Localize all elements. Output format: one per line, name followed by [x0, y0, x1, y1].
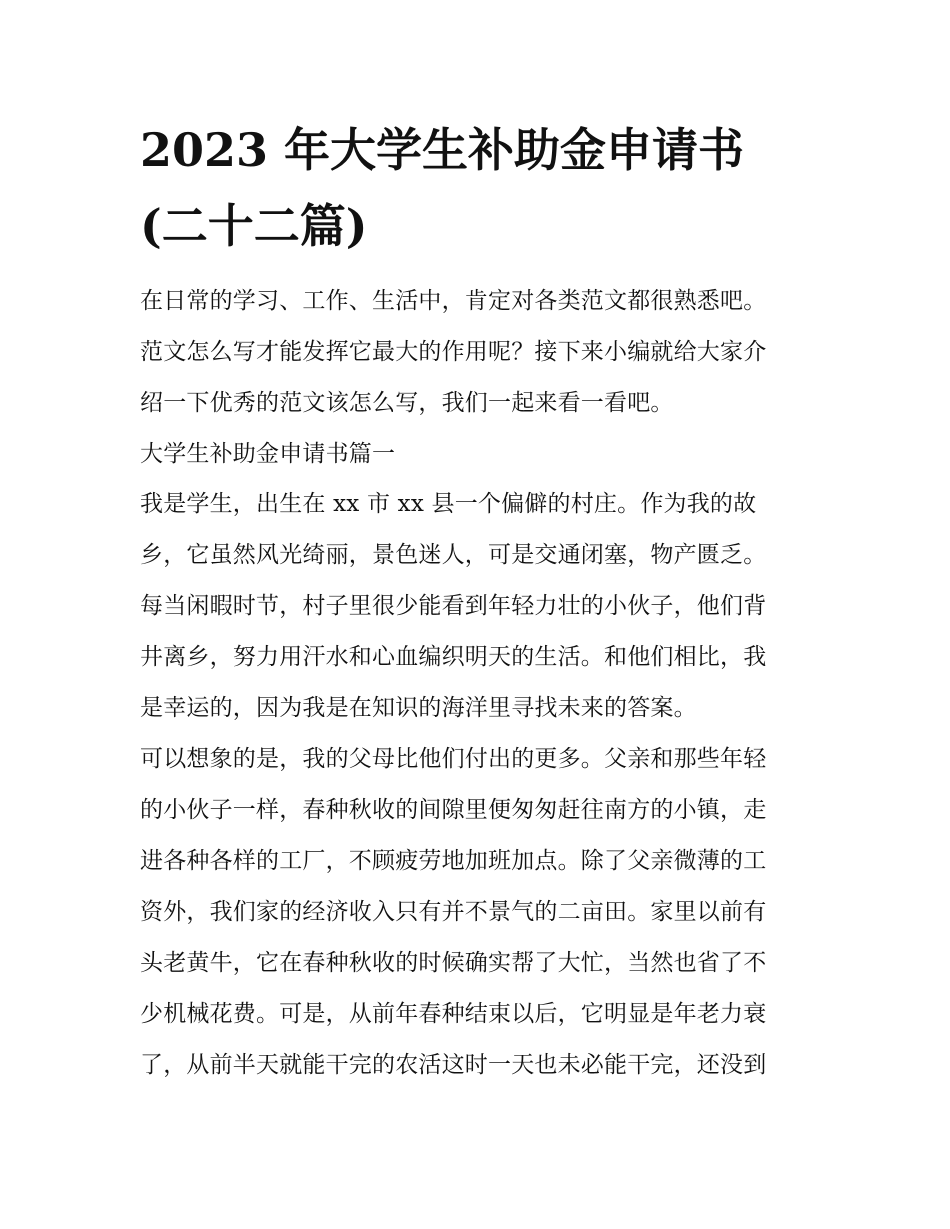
body-line: 可以想象的是，我的父母比他们付出的更多。父亲和那些年轻 — [140, 746, 767, 772]
document-body — [140, 276, 820, 1091]
body-line: 井离乡，努力用汗水和心血编织明天的生活。和他们相比，我 — [140, 644, 767, 670]
body-line: 的小伙子一样，春种秋收的间隙里便匆匆赶往南方的小镇，走 — [140, 797, 767, 823]
body-line: 资外，我们家的经济收入只有并不景气的二亩田。家里以前有 — [140, 899, 767, 925]
body-line: 绍一下优秀的范文该怎么写，我们一起来看一看吧。 — [140, 390, 674, 416]
body-line: 每当闲暇时节，村子里很少能看到年轻力壮的小伙子，他们背 — [140, 593, 767, 619]
body-line: 范文怎么写才能发挥它最大的作用呢？接下来小编就给大家介 — [140, 339, 767, 365]
title-line-2: (二十二篇) — [140, 199, 368, 253]
body-line: 少机械花费。可是，从前年春种结束以后，它明显是年老力衰 — [140, 1001, 767, 1027]
title-line-1: 2023 年大学生补助金申请书 — [140, 123, 745, 177]
body-line: 我是学生，出生在 xx 市 xx 县一个偏僻的村庄。作为我的故 — [140, 491, 757, 517]
body-line: 乡，它虽然风光绮丽，景色迷人，可是交通闭塞，物产匮乏。 — [140, 542, 767, 568]
document-title — [140, 112, 820, 264]
body-line: 是幸运的，因为我是在知识的海洋里寻找未来的答案。 — [140, 695, 697, 721]
section-heading: 大学生补助金申请书篇一 — [140, 441, 396, 467]
body-line: 在日常的学习、工作、生活中，肯定对各类范文都很熟悉吧。 — [140, 288, 767, 314]
body-line: 头老黄牛，它在春种秋收的时候确实帮了大忙，当然也省了不 — [140, 950, 767, 976]
body-line: 进各种各样的工厂，不顾疲劳地加班加点。除了父亲微薄的工 — [140, 848, 767, 874]
body-line: 了，从前半天就能干完的农活这时一天也未必能干完，还没到 — [140, 1052, 767, 1078]
